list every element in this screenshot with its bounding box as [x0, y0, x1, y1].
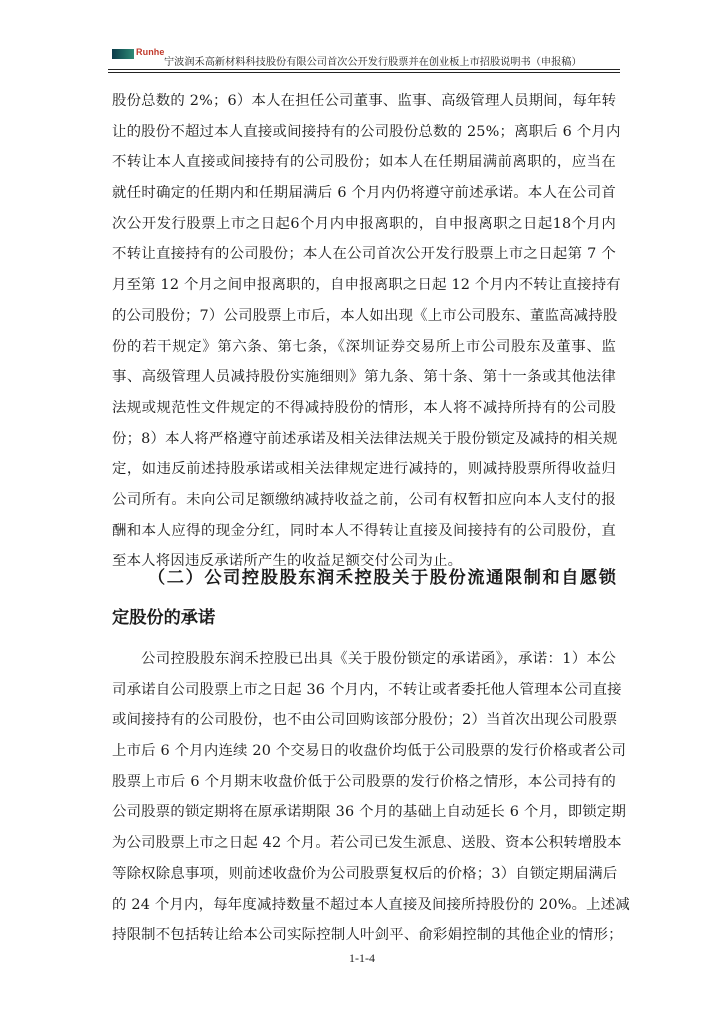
text-line: 份；8）本人将严格遵守前述承诺及相关法律法规关于股份锁定及减持的相关规	[112, 430, 618, 447]
text-line: 定，如违反前述持股承诺或相关法律规定进行减持的，则减持股票所得收益归	[112, 461, 616, 478]
text-line: 公司控股股东润禾控股已出具《关于股份锁定的承诺函》，承诺：1）本公	[141, 651, 616, 667]
text-line: 司承诺自公司股票上市之日起 36 个月内，不转让或者委托他人管理本公司直接	[112, 681, 622, 698]
text-line: 月至第 12 个月之间申报离职的，自申报离职之日起 12 个月内不转让直接持有	[112, 277, 621, 294]
paragraph-2	[112, 644, 630, 951]
text-line: 股份总数的 2%；6）本人在担任公司董事、监事、高级管理人员期间，每年转	[112, 93, 617, 109]
text-line: 次公开发行股票上市之日起6个月内申报离职的，自申报离职之日起18个月内	[112, 215, 616, 232]
text-line: 为公司股票上市之日起 42 个月。若公司已发生派息、送股、资本公积转增股本	[112, 835, 622, 852]
logo-mark-icon	[112, 49, 134, 59]
text-line: 至本人将因违反承诺所产生的收益足额交付公司为止。	[112, 553, 463, 570]
section-heading-line: （二）公司控股股东润禾控股关于股份流通限制和自愿锁	[148, 568, 616, 588]
paragraph-1	[112, 86, 621, 577]
company-logo	[112, 46, 164, 62]
text-line: 酬和本人应得的现金分红，同时本人不得转让直接及间接持有的公司股份，直	[112, 522, 616, 539]
logo-text: Runhe	[136, 47, 165, 57]
header-divider	[108, 69, 620, 70]
header-title: 宁波润禾高新材料科技股份有限公司首次公开发行股票并在创业板上市招股说明书（申报稿）	[164, 57, 582, 68]
text-line: 股票上市后 6 个月期末收盘价低于公司股票的发行价格之情形，本公司持有的	[112, 773, 616, 790]
text-line: 让的股份不超过本人直接或间接持有的公司股份总数的 25%；离职后 6 个月内	[112, 123, 621, 140]
text-line: 事、高级管理人员减持股份实施细则》第九条、第十条、第十一条或其他法律	[112, 369, 616, 386]
text-line: 的 24 个月内，每年度减持数量不超过本人直接及间接所持股份的 20%。上述减	[112, 896, 630, 913]
text-line: 份的若干规定》第六条、第七条，《深圳证券交易所上市公司股东及董事、监	[112, 338, 616, 355]
text-line: 或间接持有的公司股份，也不由公司回购该部分股份；2）当首次出现公司股票	[112, 712, 618, 729]
page-header	[108, 40, 620, 70]
text-line: 公司所有。未向公司足额缴纳减持收益之前，公司有权暂扣应向本人支付的报	[112, 491, 616, 508]
text-line: 持限制不包括转让给本公司实际控制人叶剑平、俞彩娟控制的其他企业的情形；	[112, 927, 623, 944]
text-line: 不转让直接持有的公司股份；本人在公司首次公开发行股票上市之日起第 7 个	[112, 246, 616, 263]
text-line: 的公司股份；7）公司股票上市后，本人如出现《上市公司股东、董监高减持股	[112, 307, 618, 324]
page-number: 1-1-4	[349, 951, 375, 965]
section-heading	[112, 558, 616, 638]
text-line: 法规或规范性文件规定的不得减持股份的情形，本人将不减持所持有的公司股	[112, 399, 616, 416]
text-line: 等除权除息事项，则前述收盘价为公司股票复权后的价格；3）自锁定期届满后	[112, 865, 618, 882]
text-line: 公司股票的锁定期将在原承诺期限 36 个月的基础上自动延长 6 个月，即锁定期	[112, 804, 627, 821]
text-line: 就任时确定的任期内和任期届满后 6 个月内仍将遵守前述承诺。本人在公司首	[112, 185, 616, 202]
section-heading-line: 定股份的承诺	[112, 608, 216, 628]
header-divider-thin	[108, 72, 620, 73]
text-line: 不转让本人直接或间接持有的公司股份；如本人在任期届满前离职的，应当在	[112, 154, 616, 171]
text-line: 上市后 6 个月内连续 20 个交易日的收盘价均低于公司股票的发行价格或者公司	[112, 743, 627, 760]
